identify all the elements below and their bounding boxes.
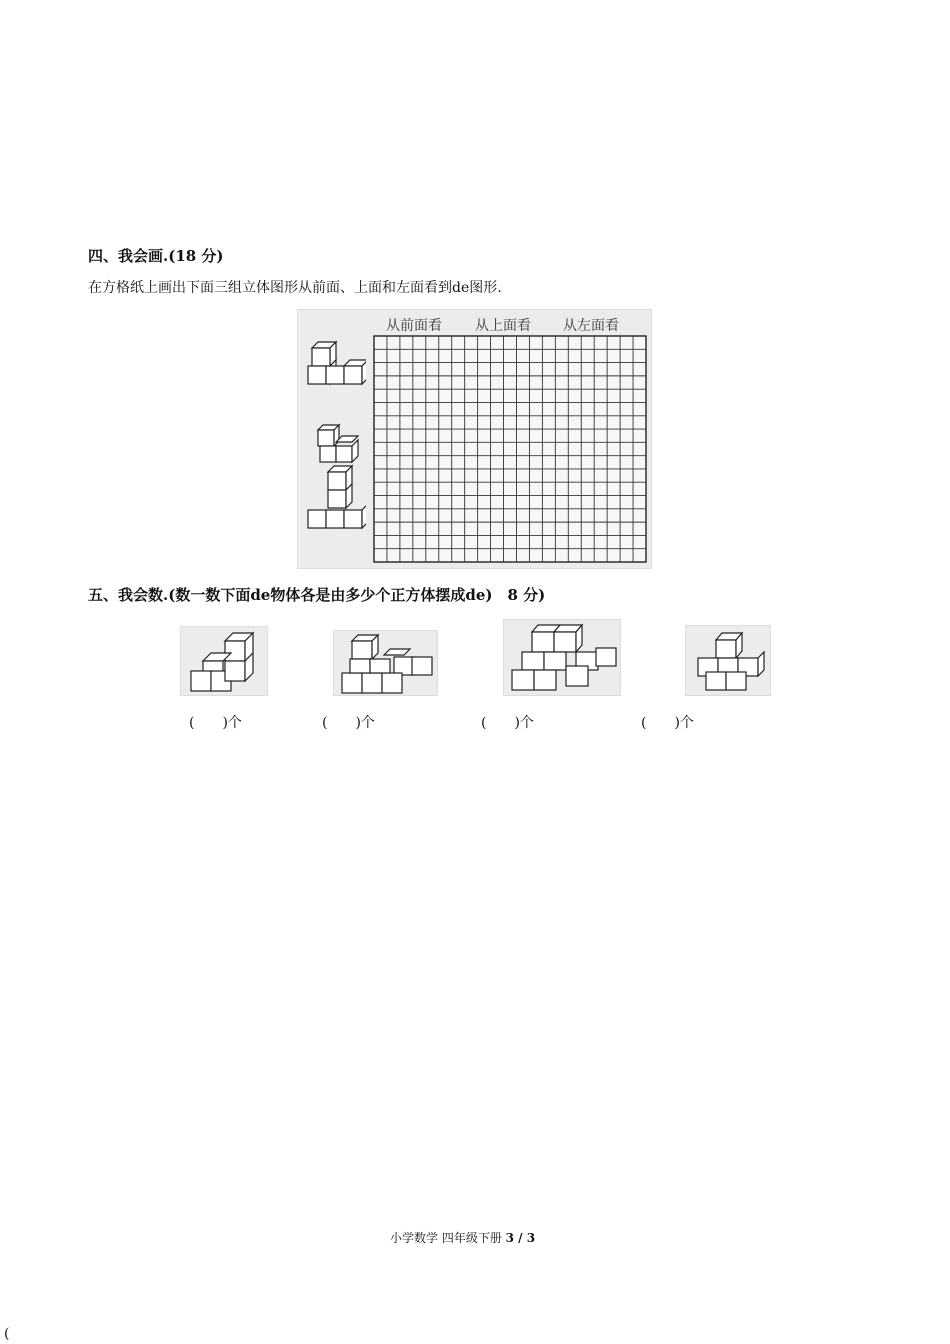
cube-stack-2 — [333, 630, 438, 696]
answer-blank-1[interactable]: ( )个 — [189, 715, 242, 731]
header-left-view: 从左面看 — [563, 318, 619, 334]
figure-1 — [308, 342, 366, 384]
footer-text: 小学数学 四年级下册 — [390, 1231, 506, 1245]
cube-figures-column — [306, 338, 366, 558]
cube-stack-4 — [685, 625, 771, 696]
stray-mark: ( — [4, 1326, 10, 1342]
section-4-instruction: 在方格纸上画出下面三组立体图形从前面、上面和左面看到de图形. — [88, 280, 502, 296]
answer-blank-3[interactable]: ( )个 — [481, 715, 534, 731]
section-4-heading: 四、我会画.(18 分) — [88, 247, 224, 265]
grid-border — [374, 336, 646, 562]
cube-stack-1 — [180, 626, 268, 696]
page-number: 3 / 3 — [505, 1231, 536, 1245]
drawing-exercise-image — [297, 309, 652, 569]
figure-2 — [318, 425, 358, 462]
figure-3 — [308, 466, 366, 528]
header-front-view: 从前面看 — [386, 318, 442, 334]
header-top-view: 从上面看 — [475, 318, 531, 334]
cube-stack-3 — [503, 619, 621, 696]
page-footer — [390, 1229, 535, 1246]
section-5-heading: 五、我会数.(数一数下面de物体各是由多少个正方体摆成de) 8 分) — [88, 586, 546, 604]
answer-blank-4[interactable]: ( )个 — [641, 715, 694, 731]
grid-paper — [373, 335, 648, 565]
answer-blank-2[interactable]: ( )个 — [322, 715, 375, 731]
